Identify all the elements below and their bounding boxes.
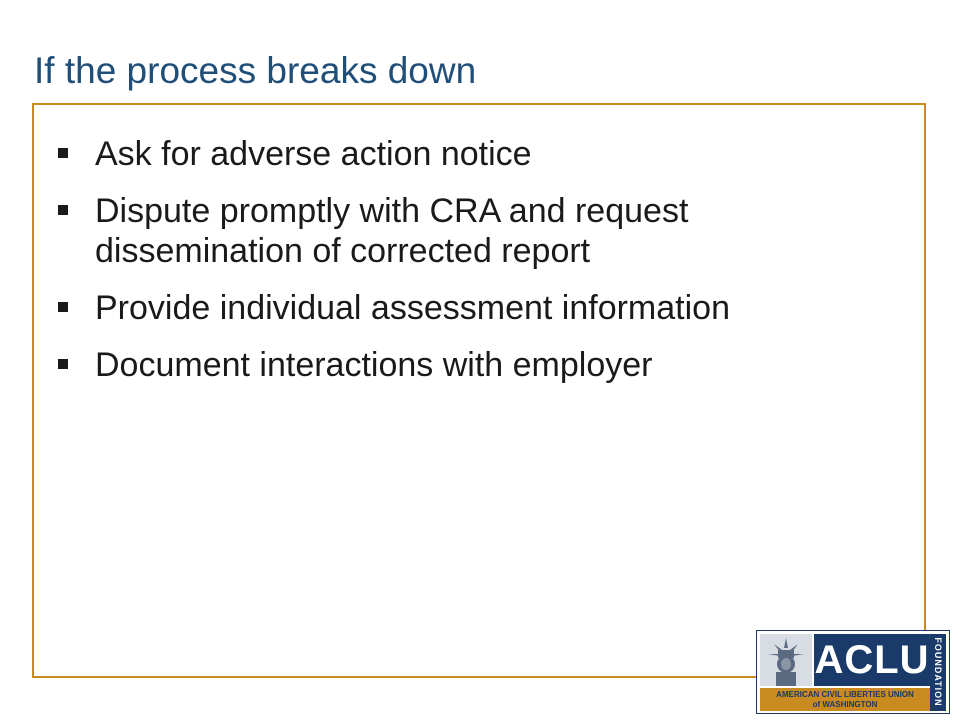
square-bullet-icon — [58, 148, 68, 158]
slide-title: If the process breaks down — [34, 50, 477, 91]
logo-foundation-label: FOUNDATION — [933, 637, 943, 707]
bullet-list — [58, 134, 858, 402]
square-bullet-icon — [58, 205, 68, 215]
logo-org-line1: AMERICAN CIVIL LIBERTIES UNION — [776, 690, 914, 699]
logo-org-name — [760, 688, 930, 711]
bullet-text: Document interactions with employer — [95, 346, 653, 384]
logo-vertical-band — [930, 634, 946, 711]
square-bullet-icon — [58, 302, 68, 312]
logo-org-line2: of WASHINGTON — [812, 700, 878, 709]
aclu-logo — [756, 630, 950, 714]
bullet-item — [58, 191, 858, 271]
logo-wordmark: ACLU — [814, 634, 930, 686]
bullet-text: Ask for adverse action notice — [95, 135, 532, 173]
statue-of-liberty-icon — [760, 634, 812, 686]
bullet-item — [58, 134, 858, 174]
bullet-item — [58, 345, 858, 385]
bullet-item — [58, 288, 858, 328]
square-bullet-icon — [58, 359, 68, 369]
bullet-text: Dispute promptly with CRA and request dissemination of corrected report — [95, 192, 689, 270]
bullet-text: Provide individual assessment information — [95, 289, 730, 327]
